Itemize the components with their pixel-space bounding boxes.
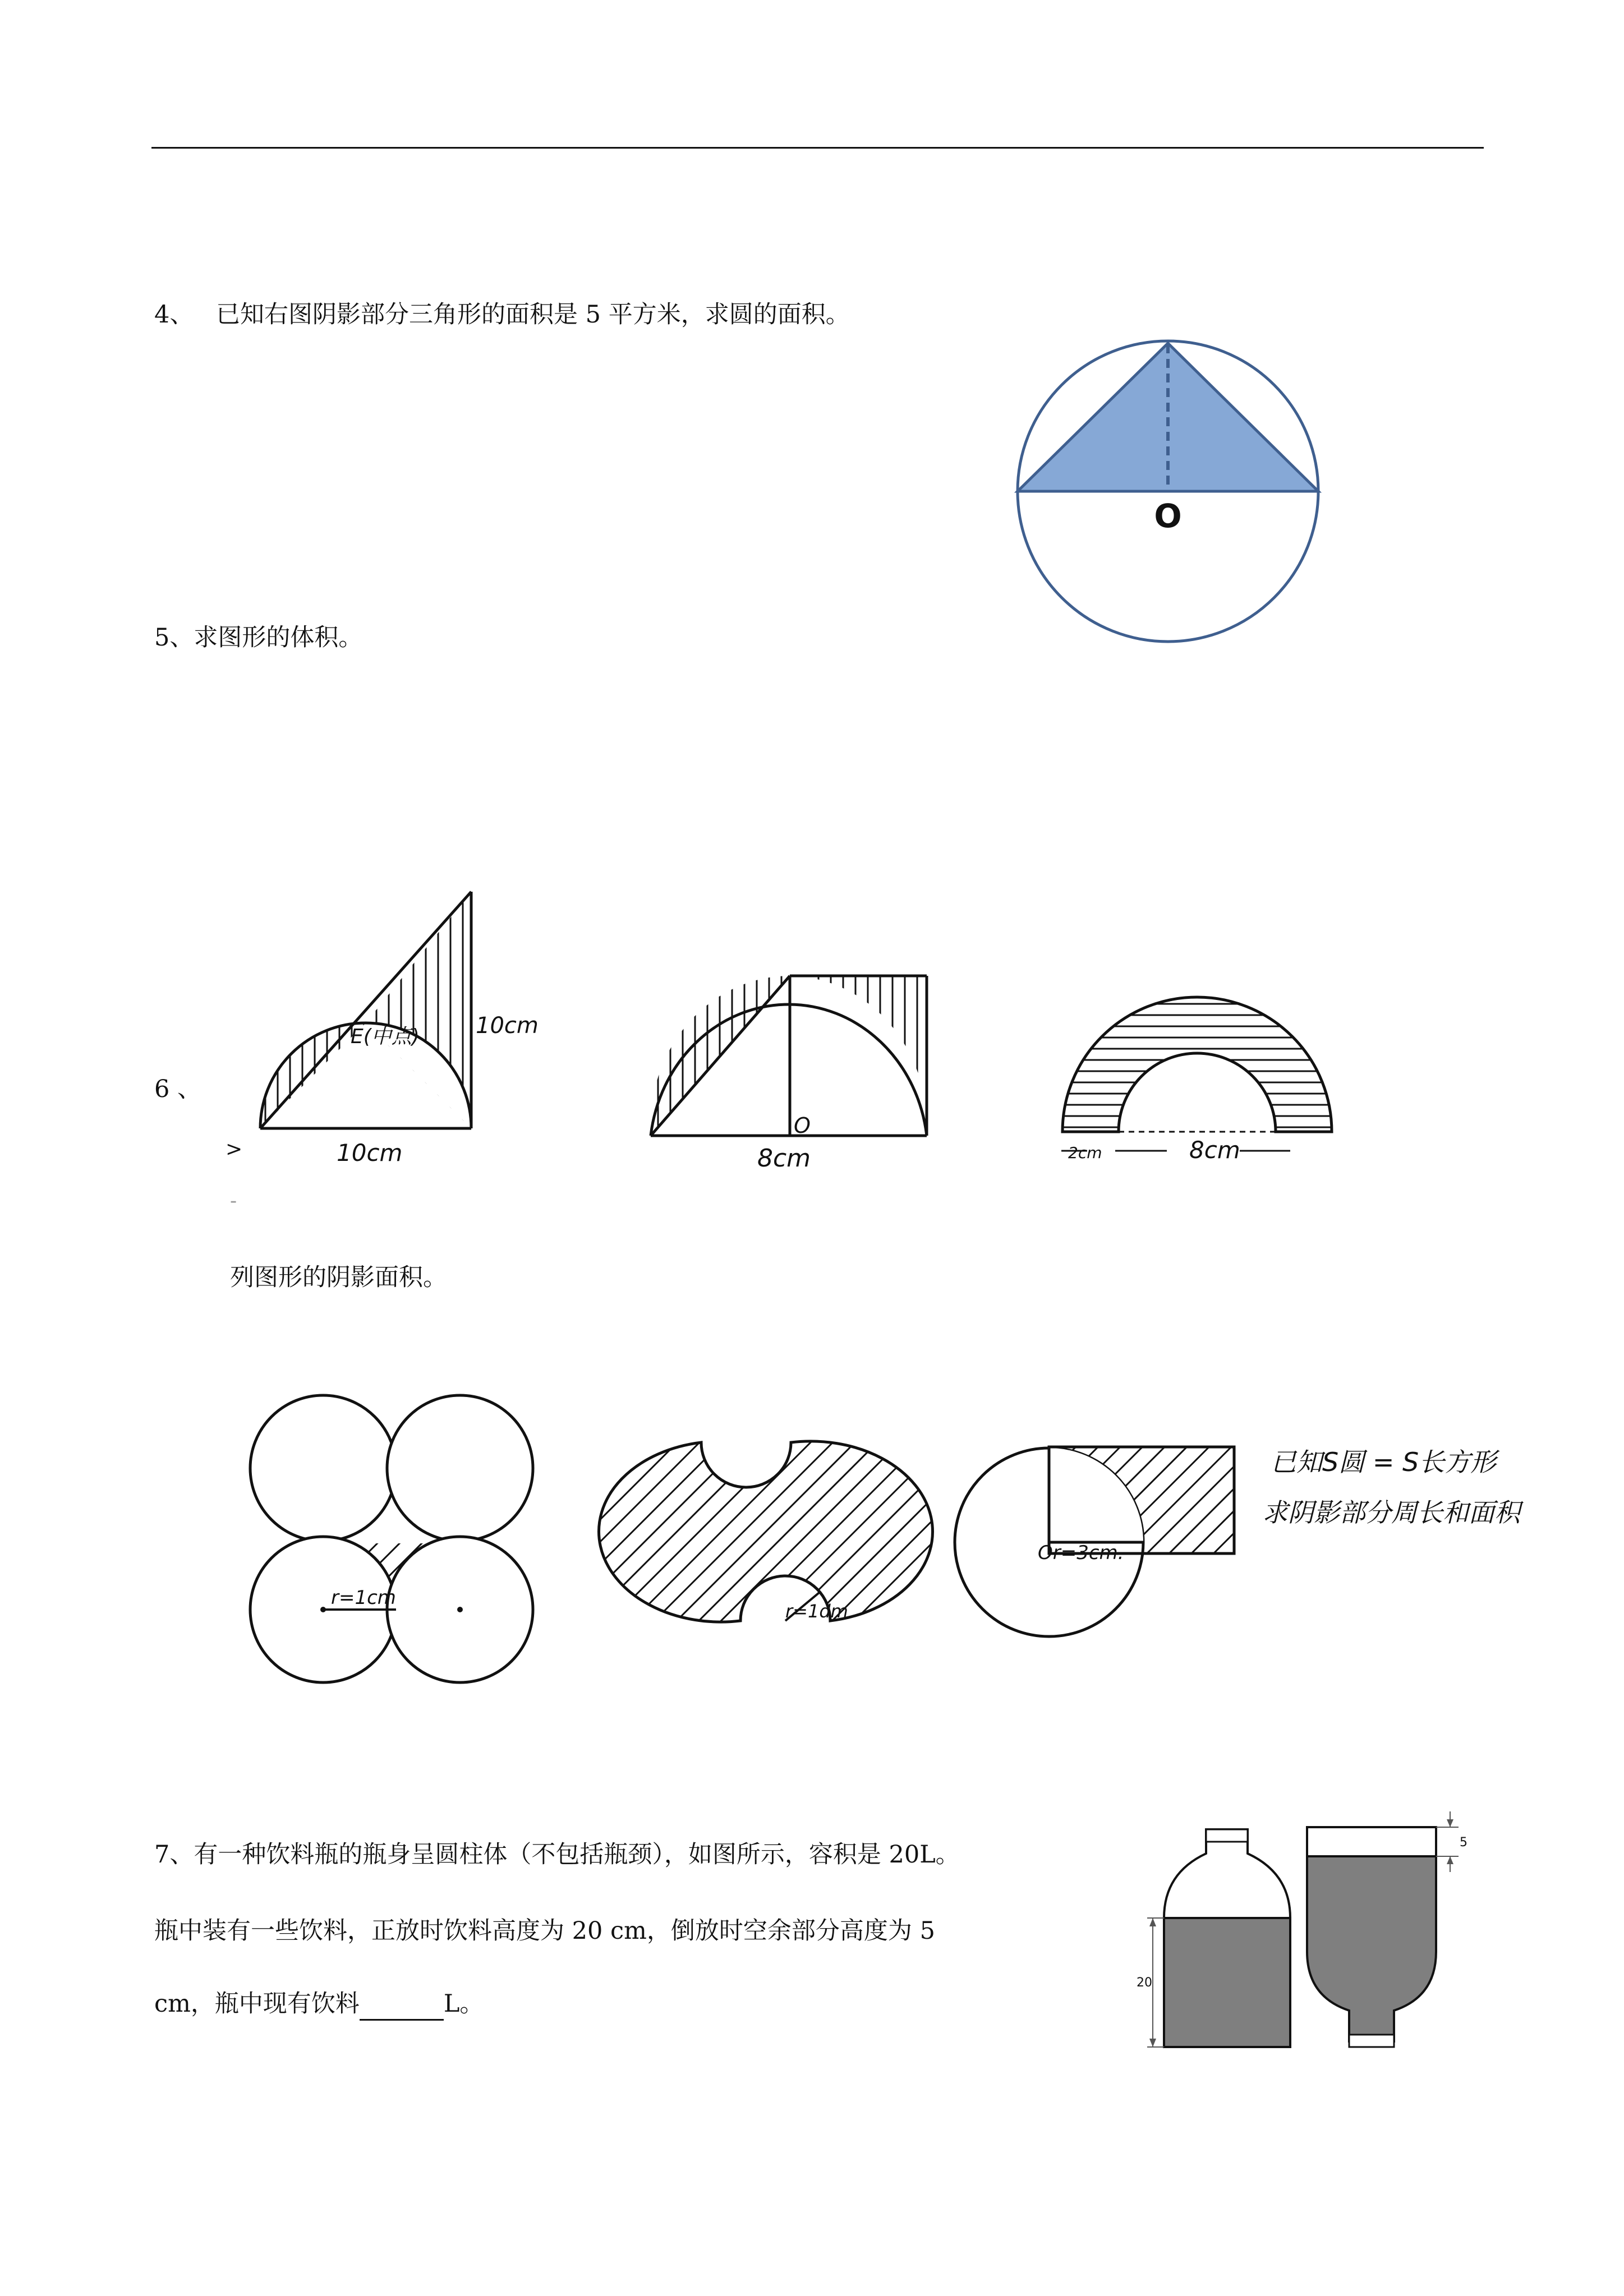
q7-line3: [154, 1990, 484, 2021]
q6c-inner-label: 8cm: [1189, 1136, 1240, 1164]
q4-center-label: O: [1154, 497, 1182, 535]
q7-line2: 瓶中装有一些饮料，正放时饮料高度为 20 cm，倒放时空余部分高度为 5: [154, 1917, 935, 1945]
q6-figure-d: [236, 1385, 550, 1699]
header-rule: [151, 147, 1484, 149]
answer-blank[interactable]: [360, 1990, 444, 2021]
q6a-base-label: 10cm: [337, 1139, 403, 1167]
q6-figure-a: [247, 886, 561, 1167]
q7-line3-post: L。: [443, 1990, 484, 2018]
q6-number: 6 、: [154, 1075, 202, 1103]
q4-figure: [1010, 336, 1335, 651]
stray-mark-2: -: [230, 1190, 237, 1212]
q6f-note-line1: 已知S圆 = S长方形: [1271, 1447, 1497, 1477]
q6-text: 列图形的阴影面积。: [230, 1264, 447, 1292]
q6b-center-label: O: [794, 1113, 811, 1138]
q6c-ring-label: 2cm: [1068, 1144, 1102, 1162]
q6d-radius-label: r=1cm: [331, 1587, 396, 1609]
q6-figure-c: [1055, 987, 1369, 1167]
q6-figure-b: [640, 970, 942, 1172]
q7-figure: [1128, 1811, 1487, 2058]
q6a-height-label: 10cm: [476, 1013, 539, 1039]
q7-label-20: 20: [1137, 1976, 1152, 1990]
q6e-radius-label: r=1dm: [785, 1601, 848, 1622]
q7-label-5: 5: [1460, 1836, 1467, 1850]
q6-figure-e: [651, 1436, 920, 1626]
q4-text: 已知右图阴影部分三角形的面积是 5 平方米，求圆的面积。: [216, 301, 850, 329]
stray-mark-1: >: [226, 1138, 243, 1161]
q6-figure-f: [959, 1441, 1273, 1643]
q4-number: 4、: [154, 301, 194, 329]
q6f-note-line2: 求阴影部分周长和面积: [1262, 1497, 1520, 1528]
q5-text: 5、求图形的体积。: [154, 624, 363, 652]
q6a-point-label: E(中点): [351, 1025, 420, 1048]
q6f-radius-label: Or=3cm.: [1038, 1542, 1124, 1564]
q7-line1: 7、有一种饮料瓶的瓶身呈圆柱体（不包括瓶颈），如图所示，容积是 20L。: [154, 1841, 960, 1869]
q6b-base-label: 8cm: [757, 1144, 811, 1173]
q7-line3-pre: cm，瓶中现有饮料: [154, 1990, 360, 2018]
